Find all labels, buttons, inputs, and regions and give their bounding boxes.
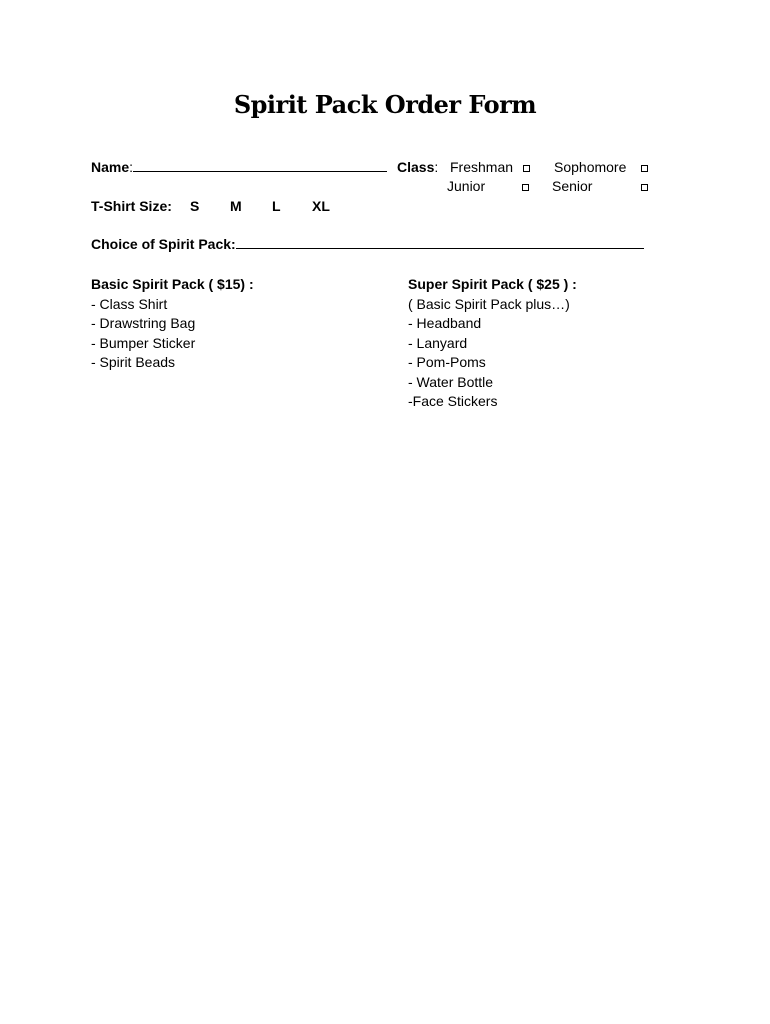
name-colon: :	[129, 159, 134, 175]
list-item: -Face Stickers	[408, 393, 498, 409]
class-option-junior-checkbox[interactable]	[522, 184, 529, 191]
list-item: - Drawstring Bag	[91, 315, 196, 331]
basic-pack-section	[91, 275, 254, 373]
name-field-row	[91, 159, 387, 175]
size-option-m[interactable]: M	[230, 198, 242, 214]
class-option-sophomore-label: Sophomore	[554, 159, 627, 175]
name-input-line[interactable]	[133, 159, 387, 172]
list-item: - Spirit Beads	[91, 354, 176, 370]
spirit-pack-choice-row	[91, 236, 644, 252]
class-option-freshman-checkbox[interactable]	[523, 165, 530, 172]
list-item: ( Basic Spirit Pack plus…)	[408, 295, 570, 312]
class-label: Class	[397, 159, 435, 175]
basic-pack-heading: Basic Spirit Pack ( $15) :	[91, 276, 254, 292]
size-option-s[interactable]: S	[190, 198, 200, 214]
list-item: - Pom-Poms	[408, 354, 486, 370]
name-label: Name	[91, 159, 130, 175]
class-option-senior-label: Senior	[552, 178, 593, 194]
class-option-sophomore-checkbox[interactable]	[641, 165, 648, 172]
form-title: Spirit Pack Order Form	[233, 90, 537, 119]
class-option-junior-label: Junior	[447, 178, 486, 194]
list-item: - Headband	[408, 315, 482, 331]
size-option-l[interactable]: L	[272, 198, 281, 214]
size-option-xl[interactable]: XL	[312, 198, 330, 214]
tshirt-size-label: T-Shirt Size:	[91, 198, 172, 214]
super-pack-heading: Super Spirit Pack ( $25 ) :	[408, 276, 577, 292]
class-option-freshman-label: Freshman	[450, 159, 514, 175]
list-item: - Lanyard	[408, 334, 468, 351]
class-label-row	[397, 159, 438, 175]
spirit-pack-choice-label: Choice of Spirit Pack:	[91, 236, 236, 252]
spirit-pack-choice-line[interactable]	[236, 236, 644, 249]
super-pack-section	[408, 275, 577, 412]
class-option-senior-checkbox[interactable]	[641, 184, 648, 191]
list-item: - Class Shirt	[91, 295, 168, 312]
class-colon: :	[434, 159, 439, 175]
list-item: - Water Bottle	[408, 373, 494, 390]
list-item: - Bumper Sticker	[91, 334, 196, 351]
